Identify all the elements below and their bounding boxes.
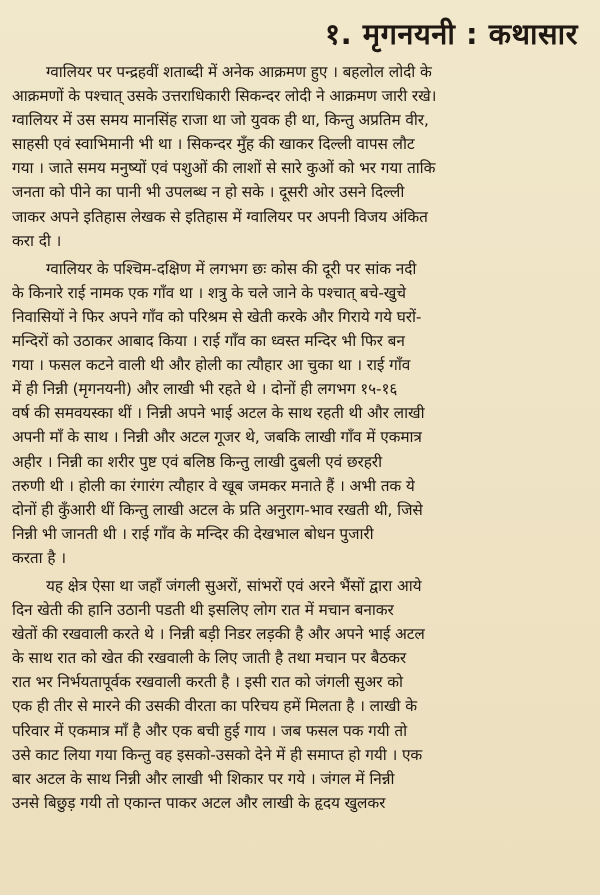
text-line: उसे काट लिया गया किन्तु वह इसको-उसको देने में ही समाप्त हो गयी । एक: [12, 745, 423, 764]
text-line: खेतों की रखवाली करते थे । निन्नी बड़ी निडर लड़की है और अपने भाई अटल: [12, 625, 425, 644]
text-line: अहीर । निन्नी का शरीर पुष्ट एवं बलिष्ठ किन्तु लाखी दुबली एवं छरहरी: [12, 452, 382, 471]
text-line: एक ही तीर से मारने की उसकी वीरता का परिचय हमें मिलता है । लाखी के: [12, 697, 417, 716]
text-line: उनसे बिछुड़ गयी तो एकान्त पाकर अटल और लाखी के हृदय खुलकर: [12, 793, 386, 812]
paragraph-3: [12, 574, 592, 815]
text-line: जनता को पीने का पानी भी उपलब्ध न हो सके । दूसरी ओर उसने दिल्ली: [12, 183, 405, 202]
text-line: के किनारे राई नामक एक गाँव था । शत्रु के चले जाने के पश्चात् बचे-खुचे: [12, 283, 406, 302]
text-line: आक्रमणों के पश्चात् उसके उत्तराधिकारी सिकन्दर लोदी ने आक्रमण जारी रखे।: [12, 87, 437, 106]
text-line: निन्नी भी जानती थी । राई गाँव के मन्दिर की देखभाल बोधन पुजारी: [12, 524, 374, 543]
text-line: साहसी एवं स्वाभिमानी भी था । सिकन्दर मुँह की खाकर दिल्ली वापस लौट: [12, 135, 415, 154]
text-line: ग्वालियर के पश्चिम-दक्षिण में लगभग छः कोस की दूरी पर सांक नदी: [46, 259, 417, 278]
text-line: ग्वालियर में उस समय मानसिंह राजा था जो युवक ही था, किन्तु अप्रतिम वीर,: [12, 111, 429, 130]
text-line: जाकर अपने इतिहास लेखक से इतिहास में ग्वालियर पर अपनी विजय अंकित: [12, 207, 428, 226]
text-line: ग्वालियर पर पन्द्रहवीं शताब्दी में अनेक आक्रमण हुए । बहलोल लोदी के: [46, 63, 432, 81]
text-line: दोनों ही कुँआरी थीं किन्तु लाखी अटल के प्रति अनुराग-भाव रखती थी, जिसे: [12, 500, 423, 519]
text-line: गया । फसल कटने वाली थी और होली का त्यौहार आ चुका था । राई गाँव: [12, 356, 411, 375]
text-line: यह क्षेत्र ऐसा था जहाँ जंगली सुअरों, सांभरों एवं अरने भैंसों द्वारा आये: [46, 576, 422, 595]
text-line: निवासियों ने फिर अपने गाँव को परिश्रम से खेती करके और गिराये गये घरों-: [12, 307, 422, 326]
text-line: तरुणी थी । होली का रंगारंग त्यौहार वे खूब जमकर मनाते हैं । अभी तक ये: [12, 476, 415, 495]
text-line: करा दी ।: [12, 231, 62, 250]
text-line: करता है ।: [12, 548, 66, 567]
text-line: में ही निन्नी (मृगनयनी) और लाखी भी रहते थे । दोनों ही लगभग १५-१६: [12, 380, 398, 399]
text-line: के साथ रात को खेत की रखवाली के लिए जाती है तथा मचान पर बैठकर: [12, 649, 407, 668]
paragraph-2: [12, 257, 592, 570]
text-line: रात भर निर्भयतापूर्वक रखवाली करती है । इसी रात को जंगली सुअर को: [12, 673, 403, 692]
text-line: बार अटल के साथ निन्नी और लाखी भी शिकार पर गये । जंगल में निन्नी: [12, 769, 395, 788]
text-line: मन्दिरों को उठाकर आबाद किया । राई गाँव का ध्वस्त मन्दिर भी फिर बन: [12, 332, 405, 351]
text-line: अपनी माँ के साथ । निन्नी और अटल गूजर थे, जबकि लाखी गाँव में एकमात्र: [12, 428, 422, 447]
text-line: गया । जाते समय मनुष्यों एवं पशुओं की लाशों से सारे कुओं को भर गया ताकि: [12, 159, 436, 178]
paragraph-1: [12, 60, 592, 253]
text-line: दिन खेती की हानि उठानी पडती थी इसलिए लोग रात में मचान बनाकर: [12, 601, 394, 620]
text-line: वर्ष की समवयस्का थीं । निन्नी अपने भाई अटल के साथ रहती थी और लाखी: [12, 404, 425, 423]
chapter-title: १. मृगनयनी : कथासार: [325, 17, 578, 51]
text-line: परिवार में एकमात्र माँ है और एक बची हुई गाय । जब फसल पक गयी तो: [12, 721, 407, 740]
